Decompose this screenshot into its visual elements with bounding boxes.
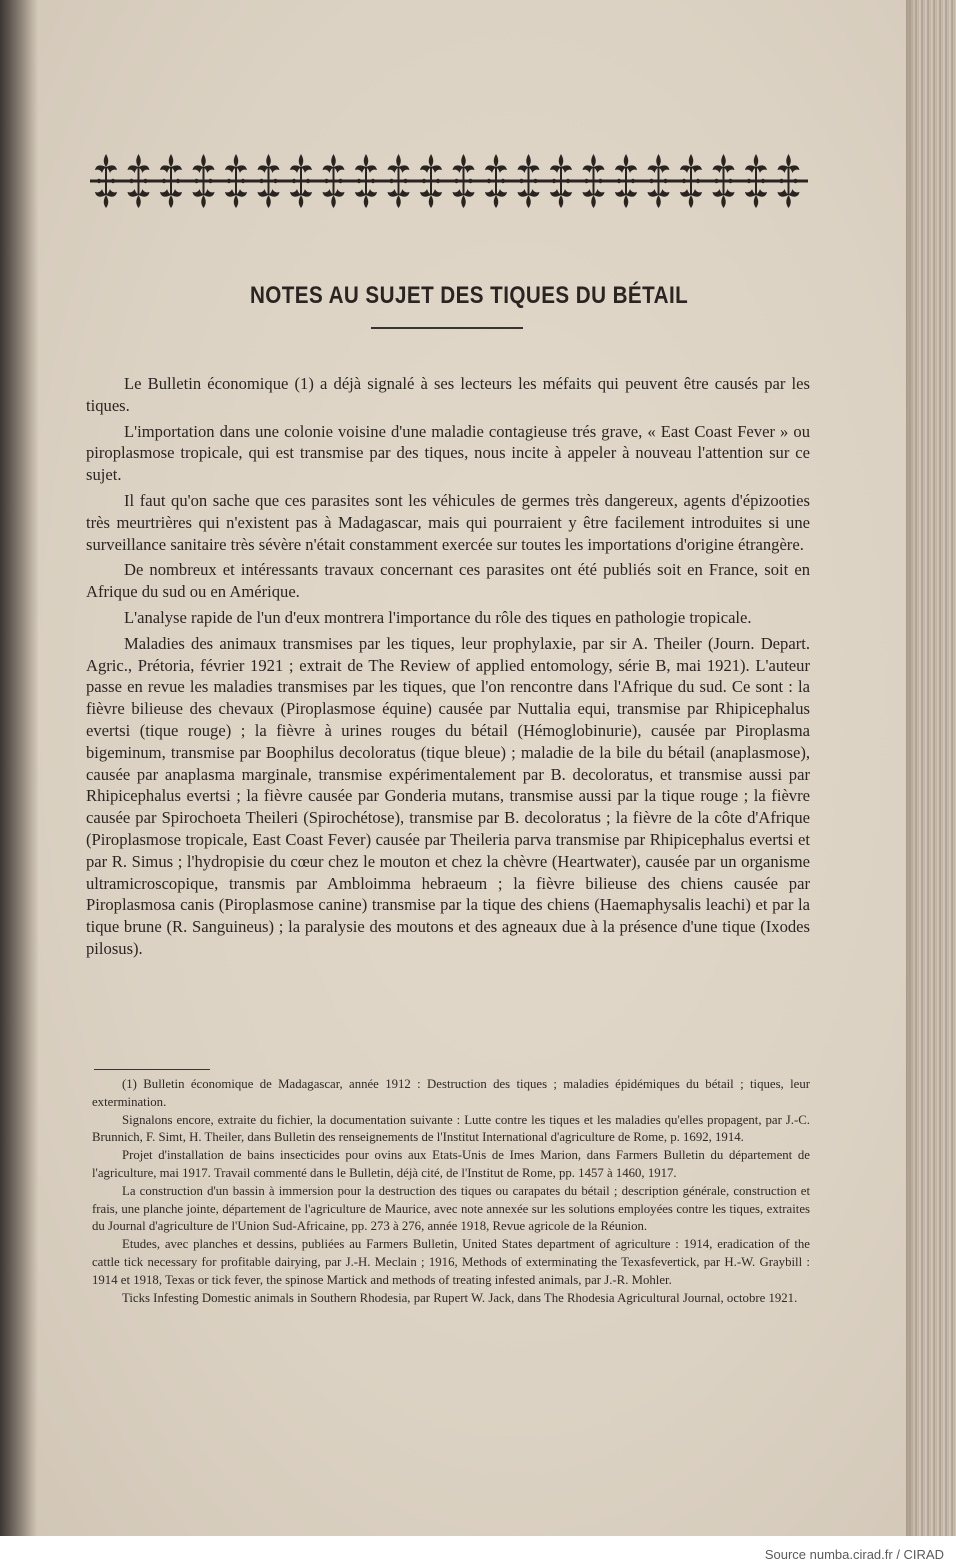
fleuron-icon [518, 154, 540, 208]
article-body [86, 373, 810, 964]
footnote: Projet d'installation de bains insecticides pour ovins aux Etats-Unis de Imes Marion, dans Farmers Bulletin du département de l'agriculture, mai 1917. Travail commenté dans le Bulletin, déjà cité, de l'Institut de Rome, pp. 1457 à 1460, 1917. [92, 1148, 810, 1180]
fleuron-icon [485, 154, 507, 208]
footnote-rule [94, 1069, 210, 1070]
fleuron-icon [680, 154, 702, 208]
footnote: Signalons encore, extraite du fichier, la documentation suivante : Lutte contre les tiques et les maladies qu'elles propagent, par J.-C. Brunnich, F. Simt, H. Theiler, dans Bulletin des renseignements de l'Institut International d'agriculture de Rome, p. 1692, 1914. [92, 1112, 810, 1145]
fleuron-icon [128, 154, 150, 208]
fleuron-icon [225, 154, 247, 208]
fleuron-icon [550, 154, 572, 208]
fleuron-icon [290, 154, 312, 208]
footnote: Ticks Infesting Domestic animals in Southern Rhodesia, par Rupert W. Jack, dans The Rhodesia Agricultural Journal, octobre 1921. [122, 1290, 798, 1305]
fleuron-icon [745, 154, 767, 208]
page-edges [906, 0, 956, 1536]
fleuron-icon [583, 154, 605, 208]
fleuron-ornament-band [90, 152, 808, 210]
footnote: (1) Bulletin économique de Madagascar, année 1912 : Destruction des tiques ; maladies épidémiques du bétail ; tiques, leur extermination. [92, 1077, 810, 1109]
fleuron-icon [453, 154, 475, 208]
title-rule [371, 327, 523, 329]
paper-page [38, 0, 906, 1536]
fleuron-icon [355, 154, 377, 208]
article-title: NOTES AU SUJET DES TIQUES DU BÉTAIL [249, 282, 689, 309]
review-paragraph: Maladies des animaux transmises par les tiques, leur prophylaxie, par sir A. Theiler (Journ. Depart. Agric., Prétoria, février 1921 ; extrait de The Review of applied entomology, série B, mai 1921). L'auteur passe en revue les maladies transmises par les tiques, que l'on rencontre dans l'Afrique du sud. Ce sont : la fièvre bilieuse des chevaux (Piroplasmose équine) causée par Nuttalia equi, transmise par Rhipicephalus evertsi (tique rouge) ; la fièvre à urines rouges du bétail (Hémoglobinurie), causée par Piroplasma bigeminum, transmise par Boophilus decoloratus (tique bleue) ; maladie de la bile du bétail (anaplasmose), causée par anaplasma marginale, transmise expérimentalement par B. decoloratus, et transmise aussi par Rhipicephalus evertsi ; la fièvre causée par Gonderia mutans, transmise aussi par la tique rouge ; la fièvre causée par Spirochoeta Theileri (Spirochétose), transmise par B. decoloratus ; la fièvre de la côte d'Afrique (Piroplasmose tropicale, East Coast Fever) causée par Theileria parva transmise par Rhipicephalus evertsi et par R. Simus ; l'hydropisie du cœur chez le mouton et chez la chèvre (Heartwater), causée par un organisme ultramicroscopique, transmis par Ambloimma hebraeum ; la fièvre bilieuse des chiens causée par Piroplasmosa canis (Piroplasmose canine) transmise par la tique des chiens (Haemaphysalis leachi) et par la tique brune (R. Sanguineus) ; la paralysie des moutons et des agneaux due à la présence d'une tique (Ixodes pilosus). [86, 633, 810, 958]
paragraph: De nombreux et intéressants travaux concernant ces parasites ont été publiés soit en France, soit en Afrique du sud ou en Amérique. [86, 560, 810, 602]
fleuron-icon [420, 154, 442, 208]
paragraph: L'analyse rapide de l'un d'eux montrera l'importance du rôle des tiques en pathologie tropicale. [124, 607, 752, 627]
fleuron-icon [648, 154, 670, 208]
fleuron-icon [258, 154, 280, 208]
paragraph: Il faut qu'on sache que ces parasites sont les véhicules de germes très dangereux, agents d'épizooties très meurtrières qui n'existent pas à Madagascar, mais qui pourraient y être facilement introduites si une surveillance sanitaire très sévère n'était constamment exercée sur toutes les importations d'origine étrangère. [86, 490, 810, 554]
footnote: Etudes, avec planches et dessins, publiées au Farmers Bulletin, United States department of agriculture : 1914, eradication of the cattle tick necessary for profitable dairying, par J.-H. Meclain ; 1916, Methods of exterminating the Texasfevertick, par H.-W. Graybill : 1914 et 1918, Texas or tick fever, the spinose Martick and methods of treating infested animals, par J.-R. Mohler. [92, 1237, 810, 1287]
footnote: La construction d'un bassin à immersion pour la destruction des tiques ou carapates du bétail ; description générale, construction et frais, une planche jointe, département de l'agriculture de Maurice, avec note annexée sur les solutions employées contre les tiques, extraites du Journal d'agriculture de l'Union Sud-Africaine, pp. 273 à 276, année 1918, Revue agricole de la Réunion. [92, 1183, 810, 1234]
source-credit: Source numba.cirad.fr / CIRAD [764, 1547, 944, 1562]
fleuron-icon [193, 154, 215, 208]
fleuron-icon [323, 154, 345, 208]
paragraph: L'importation dans une colonie voisine d'une maladie contagieuse trés grave, « East Coast Fever » ou piroplasmose tropicale, qui est transmise par des tiques, nous incite à appeler à nouveau l'attention sur ce sujet. [86, 421, 810, 485]
binding-gutter [0, 0, 38, 1536]
fleuron-icon [95, 154, 117, 208]
fleuron-icon [160, 154, 182, 208]
fleuron-icon [713, 154, 735, 208]
footnotes [92, 1076, 810, 1307]
paragraph: Le Bulletin économique (1) a déjà signalé à ses lecteurs les méfaits qui peuvent être causés par les tiques. [86, 374, 810, 415]
fleuron-icon [615, 154, 637, 208]
fleuron-icon [778, 154, 800, 208]
fleuron-icon [388, 154, 410, 208]
